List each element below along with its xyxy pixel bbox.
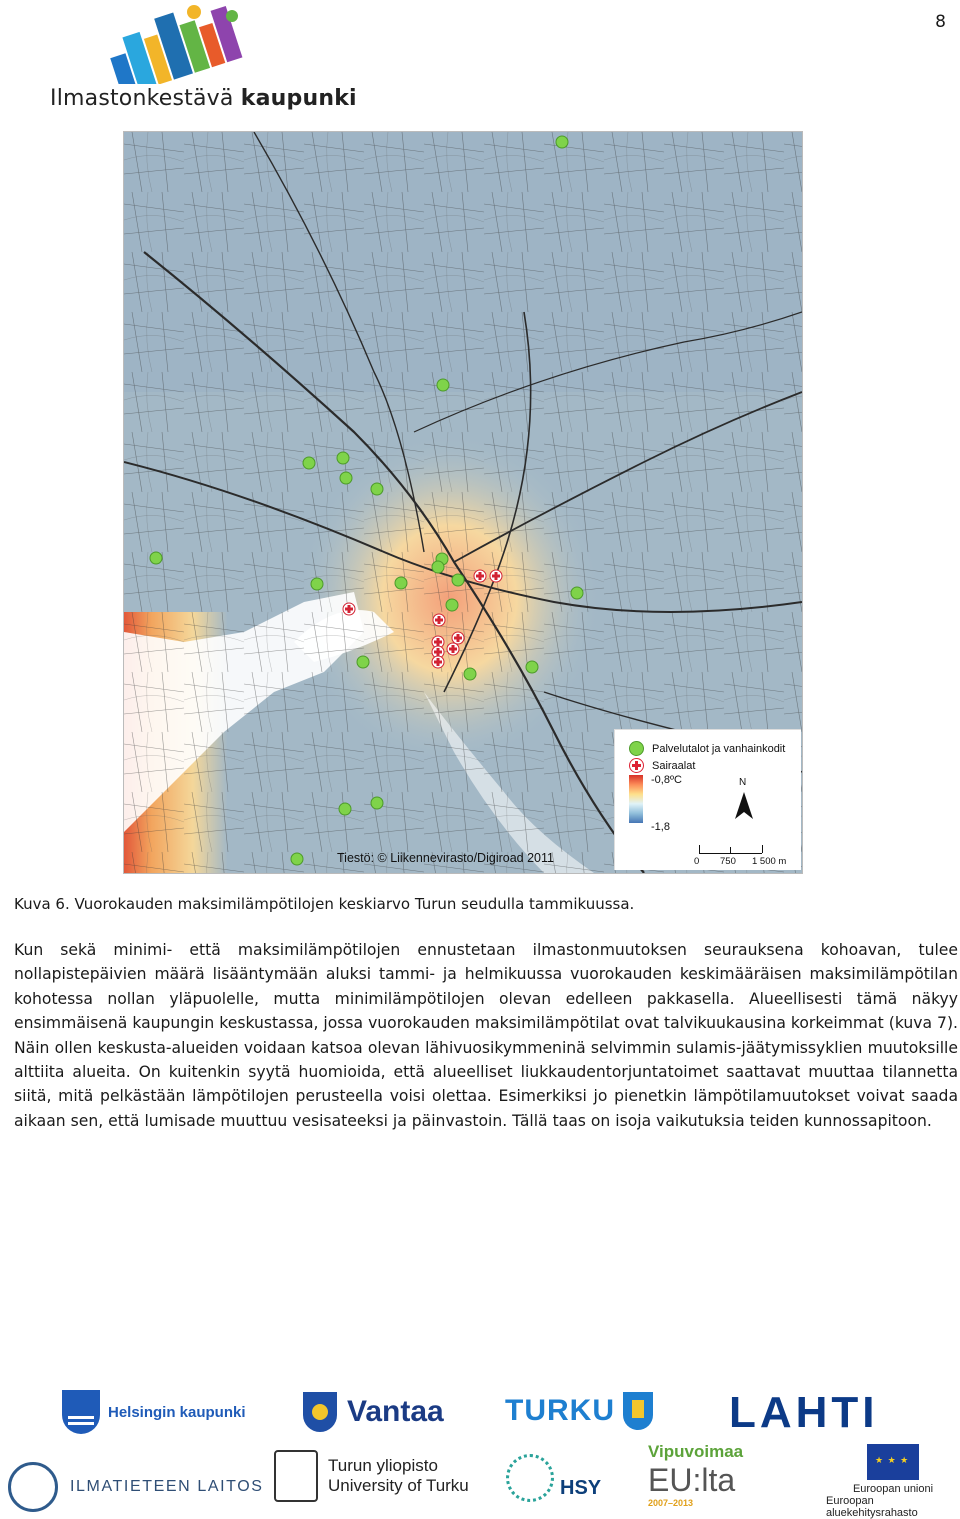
lahti-logo: LAHTI bbox=[729, 1388, 879, 1437]
map-credit: Tiestö: © Liikennevirasto/Digiroad 2011 bbox=[337, 851, 554, 865]
north-arrow-icon bbox=[734, 792, 754, 820]
temperature-color-ramp bbox=[629, 775, 643, 823]
helsinki-logo: Helsingin kaupunki bbox=[62, 1390, 246, 1434]
body-paragraph: Kun sekä minimi- että maksimilämpötilojen ennustetaan ilmastonmuutoksen seurauksena kohoavan, tulee nollapistepäivien määrä lisääntymään aluksi tammi- ja helmikuussa vuorokauden keskimääräisen maksimilämpötilan kohotessa nollan yläpuolelle, mutta minimilämpötilojen olevan edelleen pakkasella. Alueellisesti tämä näkyy ensimmäisenä kaupungin keskustassa, jossa vuorokauden maksimilämpötilat ovat talvikuukausina korkeimmat (kuva 7). Näin ollen keskusta-alueiden voidaan katsoa olevan lähivuosikymmeninä selvimmin sulamis-jäätymissyklien muutoksille alttiita alueita. On kuitenkin syytä huomioida, että alueelliset liukkaudentorjuntatoimet saattavat muuttaa tilannetta siitä, mitä pelkästään lämpötilojen perusteella voisi olettaa. Esimerkiksi jo pienetkin lämpötilamuutokset voivat saada aikaan sen, että lumisade muuttuu vesisateeksi ja päinvastoin. Tällä taas on isoja vaikutuksia teiden kunnossapitoon. bbox=[14, 941, 958, 1130]
eu-logo: ★ ★ ★ Euroopan unioni Euroopan aluekehitysrahasto bbox=[826, 1444, 960, 1519]
scale-bar bbox=[699, 845, 762, 854]
north-label: N bbox=[739, 777, 747, 788]
map-legend: Palvelutalot ja vanhainkodit Sairaalat -0,8ºC -1,8 N 0 750 1 500 m bbox=[614, 729, 801, 870]
legend-service-label: Palvelutalot ja vanhainkodit bbox=[652, 742, 786, 755]
ilmatieteen-laitos-logo: ILMATIETEEN LAITOS bbox=[8, 1462, 264, 1512]
figure-caption: Kuva 6. Vuorokauden maksimilämpötilojen keskiarvo Turun seudulla tammikuussa. bbox=[14, 895, 635, 913]
legend-row-hospital bbox=[629, 758, 695, 773]
legend-hospital-label: Sairaalat bbox=[652, 759, 696, 772]
helsinki-crest-icon bbox=[62, 1390, 100, 1434]
hsy-logo: HSY bbox=[506, 1454, 601, 1502]
hospital-icon bbox=[629, 758, 644, 773]
turku-crest-icon bbox=[623, 1392, 653, 1430]
service-building-icon bbox=[629, 741, 644, 756]
body-text bbox=[14, 938, 958, 1133]
vantaa-crest-icon bbox=[303, 1392, 337, 1432]
legend-temp-high: -0,8ºC bbox=[651, 774, 682, 786]
hsy-emblem-icon bbox=[506, 1454, 554, 1502]
eu-flag-icon bbox=[867, 1444, 919, 1480]
city-skyline-icon bbox=[86, 0, 266, 84]
temperature-map bbox=[123, 131, 803, 874]
ilmastonkestava-kaupunki-logo bbox=[46, 0, 357, 112]
university-emblem-icon bbox=[274, 1450, 318, 1502]
vipuvoimaa-logo: Vipuvoimaa EU:lta 2007–2013 bbox=[648, 1442, 744, 1508]
logo-wordmark: Ilmastonkestävä kaupunki bbox=[50, 86, 357, 111]
page-number: 8 bbox=[935, 12, 946, 32]
turku-logo: TURKU bbox=[505, 1392, 653, 1430]
vantaa-logo: Vantaa bbox=[303, 1392, 444, 1432]
legend-row-service bbox=[629, 741, 785, 756]
legend-temp-low: -1,8 bbox=[651, 821, 670, 833]
turun-yliopisto-logo: Turun yliopisto University of Turku bbox=[274, 1450, 469, 1502]
ilmatieteen-emblem-icon bbox=[8, 1462, 58, 1512]
